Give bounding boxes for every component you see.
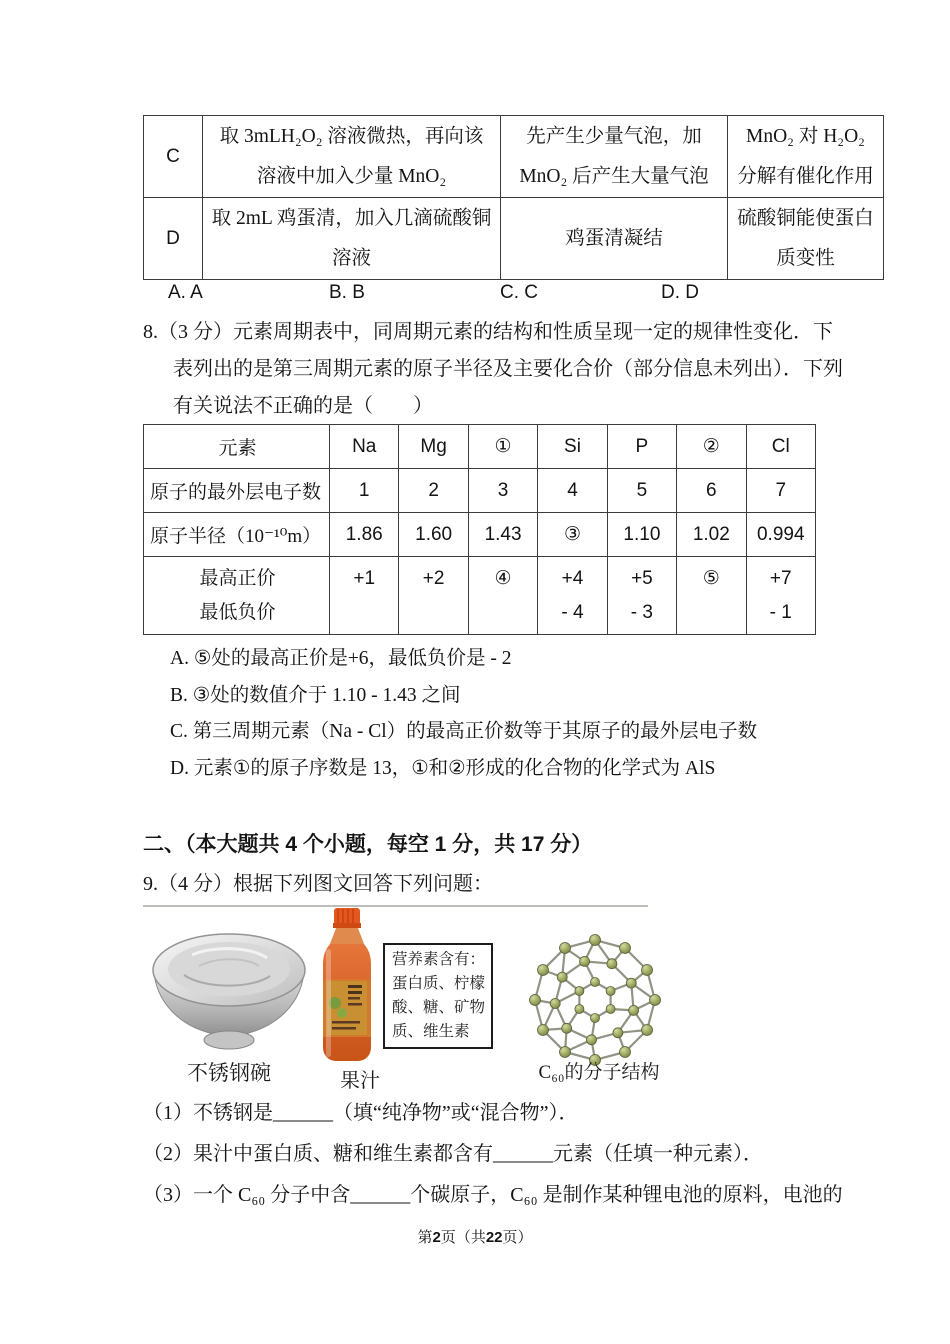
nutrition-info-box [383, 943, 493, 1049]
nutrition-line: 酸、糖、矿物 [392, 999, 486, 1016]
stainless-steel-bowl-image [149, 930, 309, 1058]
phenomenon-cell: 先产生少量气泡，加 MnO₂ 后产生大量气泡 [501, 116, 728, 198]
option-d: D. 元素①的原子序数是 13，①和②形成的化合物的化学式为 AlS [170, 757, 716, 779]
table-cell: 1 [330, 469, 399, 513]
nutrition-line: 质、维生素 [392, 1023, 470, 1040]
table-row [144, 557, 816, 635]
table-cell: +2 [399, 557, 468, 635]
table-cell: +5 - 3 [607, 557, 676, 635]
table-cell: ③ [538, 513, 607, 557]
table-cell: ④ [468, 557, 537, 635]
option-c: C. C [500, 282, 538, 303]
table-row [144, 116, 884, 198]
option-a: A. ⑤处的最高正价是+6，最低负价是 - 2 [170, 648, 512, 669]
table-cell: 4 [538, 469, 607, 513]
option-d: D. D [661, 282, 699, 303]
c60-molecule-image [524, 930, 666, 1070]
row-label-cell: 原子半径（10⁻¹⁰m） [144, 513, 330, 557]
header-cell: Si [538, 425, 607, 469]
phenomenon-cell: 鸡蛋清凝结 [501, 198, 728, 280]
header-cell: Na [330, 425, 399, 469]
operation-cell: 取 3mLH₂O₂ 溶液微热，再向该溶液中加入少量 MnO₂ [203, 116, 501, 198]
element-table [143, 424, 816, 635]
operation-cell: 取 2mL 鸡蛋清，加入几滴硫酸铜溶液 [203, 198, 501, 280]
table-row [144, 513, 816, 557]
bowl-caption: 不锈钢碗 [187, 1061, 271, 1085]
table-cell: 2 [399, 469, 468, 513]
footer-text: 页（共 [440, 1230, 486, 1246]
option-b: B. ③处的数值介于 1.10 - 1.43 之间 [170, 684, 461, 706]
header-cell: P [607, 425, 676, 469]
question-9-part-1: （1）不锈钢是______（填“纯净物”或“混合物”）． [143, 1102, 579, 1124]
question-9-part-3: （3）一个 C₆₀ 分子中含______个碳原子，C₆₀ 是制作某种锂电池的原料，电池的 [143, 1184, 843, 1206]
table-cell: 1.10 [607, 513, 676, 557]
option-a: A. A [168, 282, 203, 303]
nutrition-line: 蛋白质、柠檬 [392, 975, 486, 992]
table-cell: 7 [746, 469, 815, 513]
question-8-text: 8.（3 分）元素周期表中，同周期元素的结构和性质呈现一定的规律性变化．下表列出的是第三周期元素的原子半径及主要化合价（部分信息未列出）．下列有关说法不正确的是（ ） [143, 321, 843, 417]
page-footer [0, 1226, 950, 1247]
section-2-header: 二、（本大题共 4 个小题，每空 1 分，共 17 分） [143, 833, 593, 856]
question-9-part-2: （2）果汁中蛋白质、糖和维生素都含有______元素（任填一种元素）． [143, 1143, 763, 1165]
table-cell: 0.994 [746, 513, 815, 557]
header-cell: Mg [399, 425, 468, 469]
table-row [144, 469, 816, 513]
footer-text: 页） [502, 1230, 533, 1246]
option-b: B. B [329, 282, 365, 303]
table-cell: 6 [677, 469, 746, 513]
c60-caption: C₆₀的分子结构 [538, 1062, 660, 1083]
footer-text: 第 [417, 1230, 433, 1246]
conclusion-cell: 硫酸铜能使蛋白质变性 [728, 198, 884, 280]
table-cell: 5 [607, 469, 676, 513]
row-label-cell: C [144, 116, 203, 198]
table-cell: 1.43 [468, 513, 537, 557]
header-cell: ② [677, 425, 746, 469]
table-cell: 3 [468, 469, 537, 513]
juice-caption: 果汁 [340, 1070, 380, 1092]
option-c: C. 第三周期元素（Na - Cl）的最高正价数等于其原子的最外层电子数 [170, 721, 758, 743]
juice-bottle-image [318, 907, 376, 1064]
q7-answer-options-row [143, 282, 815, 308]
row-label-cell: 最高正价 最低负价 [144, 557, 330, 635]
nutrition-line: 营养素含有： [392, 951, 486, 968]
figure-divider-line [143, 905, 648, 907]
question-8-options [170, 641, 830, 787]
row-label-cell: D [144, 198, 203, 280]
table-row [144, 198, 884, 280]
conclusion-cell: MnO₂ 对 H₂O₂ 分解有催化作用 [728, 116, 884, 198]
total-pages: 22 [485, 1229, 503, 1246]
experiment-table [143, 115, 884, 280]
row-label-cell: 原子的最外层电子数 [144, 469, 330, 513]
header-cell: 元素 [144, 425, 330, 469]
table-row [144, 425, 816, 469]
header-cell: ① [468, 425, 537, 469]
table-cell: ⑤ [677, 557, 746, 635]
question-9-text: 9.（4 分）根据下列图文回答下列问题： [143, 873, 493, 895]
table-cell: +7 - 1 [746, 557, 815, 635]
table-cell: 1.86 [330, 513, 399, 557]
table-cell: 1.02 [677, 513, 746, 557]
table-cell: +1 [330, 557, 399, 635]
header-cell: Cl [746, 425, 815, 469]
table-cell: 1.60 [399, 513, 468, 557]
page-number: 2 [432, 1229, 441, 1246]
table-cell: +4 - 4 [538, 557, 607, 635]
